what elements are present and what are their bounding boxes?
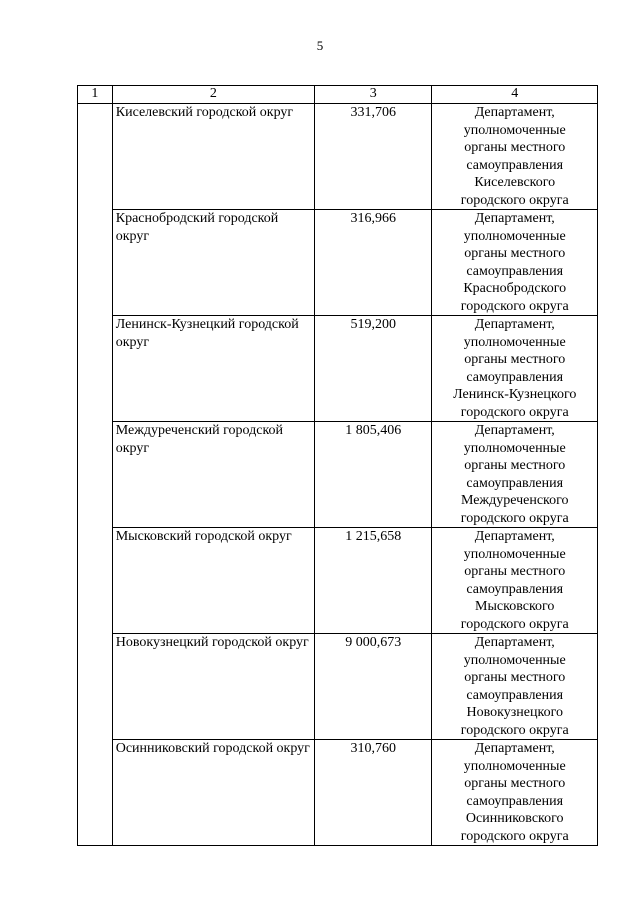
org-line: уполномоченные: [463, 758, 566, 774]
org-line: городского округа: [460, 722, 569, 738]
table-row: [78, 528, 598, 634]
org-line: уполномоченные: [463, 334, 566, 350]
municipality-name: Новокузнецкий городской округ: [112, 634, 314, 740]
org-line: Департамент,: [474, 741, 555, 756]
org-line: органы местного: [464, 140, 566, 155]
org-line: органы местного: [464, 352, 566, 367]
amount-value: 316,966: [315, 210, 432, 316]
org-line: самоуправления: [466, 793, 564, 809]
column-header-2: 2: [112, 86, 314, 104]
org-line: городского округа: [460, 192, 569, 208]
table-row: [78, 316, 598, 422]
amount-value: 310,760: [315, 740, 432, 846]
table-row: [78, 210, 598, 316]
org-line: органы местного: [464, 564, 566, 579]
org-line: городского округа: [460, 404, 569, 420]
org-line: Департамент,: [474, 635, 555, 650]
org-line: городского округа: [460, 616, 569, 632]
amount-value: 519,200: [315, 316, 432, 422]
org-line: Департамент,: [474, 529, 555, 544]
municipality-name: Осинниковский городской округ: [112, 740, 314, 846]
municipality-name: Краснобродский городской округ: [112, 210, 314, 316]
amount-value: 331,706: [315, 104, 432, 210]
org-line: городского округа: [460, 510, 569, 526]
table-row: [78, 104, 598, 210]
municipality-name: Ленинск-Кузнецкий городской округ: [112, 316, 314, 422]
org-line: Краснобродского: [463, 281, 567, 296]
amount-value: 1 805,406: [315, 422, 432, 528]
table-header-row: [78, 86, 598, 104]
responsible-org: [432, 210, 598, 316]
org-line: самоуправления: [466, 475, 564, 491]
org-line: уполномоченные: [463, 228, 566, 244]
org-line: уполномоченные: [463, 440, 566, 456]
org-line: Департамент,: [474, 211, 555, 226]
org-line: самоуправления: [466, 157, 564, 173]
org-line: Департамент,: [474, 423, 555, 438]
amount-value: 9 000,673: [315, 634, 432, 740]
org-line: Мысковского: [475, 599, 555, 614]
amount-value: 1 215,658: [315, 528, 432, 634]
responsible-org: [432, 422, 598, 528]
org-line: органы местного: [464, 458, 566, 473]
org-line: органы местного: [464, 670, 566, 685]
municipality-name: Киселевский городской округ: [112, 104, 314, 210]
municipality-name: Мысковский городской округ: [112, 528, 314, 634]
org-line: самоуправления: [466, 687, 564, 703]
org-line: Ленинск-Кузнецкого: [453, 387, 577, 402]
org-line: органы местного: [464, 776, 566, 791]
org-line: уполномоченные: [463, 652, 566, 668]
table-row: [78, 422, 598, 528]
org-line: городского округа: [460, 828, 569, 844]
org-line: Новокузнецкого: [466, 705, 563, 720]
row-number-cell: [78, 104, 113, 846]
page-number: 5: [316, 38, 324, 53]
allocation-table: [77, 85, 598, 846]
org-line: самоуправления: [466, 581, 564, 597]
table-row: [78, 740, 598, 846]
org-line: Киселевского: [474, 175, 556, 190]
org-line: уполномоченные: [463, 122, 566, 138]
org-line: городского округа: [460, 298, 569, 314]
table-row: [78, 634, 598, 740]
org-line: самоуправления: [466, 263, 564, 279]
responsible-org: [432, 528, 598, 634]
org-line: Департамент,: [474, 105, 555, 120]
column-header-4: 4: [432, 86, 598, 104]
org-line: Департамент,: [474, 317, 555, 332]
responsible-org: [432, 634, 598, 740]
org-line: уполномоченные: [463, 546, 566, 562]
responsible-org: [432, 740, 598, 846]
column-header-1: 1: [78, 86, 113, 104]
responsible-org: [432, 316, 598, 422]
org-line: органы местного: [464, 246, 566, 261]
org-line: Междуреченского: [460, 493, 569, 508]
responsible-org: [432, 104, 598, 210]
org-line: Осинниковского: [465, 811, 564, 826]
column-header-3: 3: [315, 86, 432, 104]
org-line: самоуправления: [466, 369, 564, 385]
municipality-name: Междуреченский городской округ: [112, 422, 314, 528]
